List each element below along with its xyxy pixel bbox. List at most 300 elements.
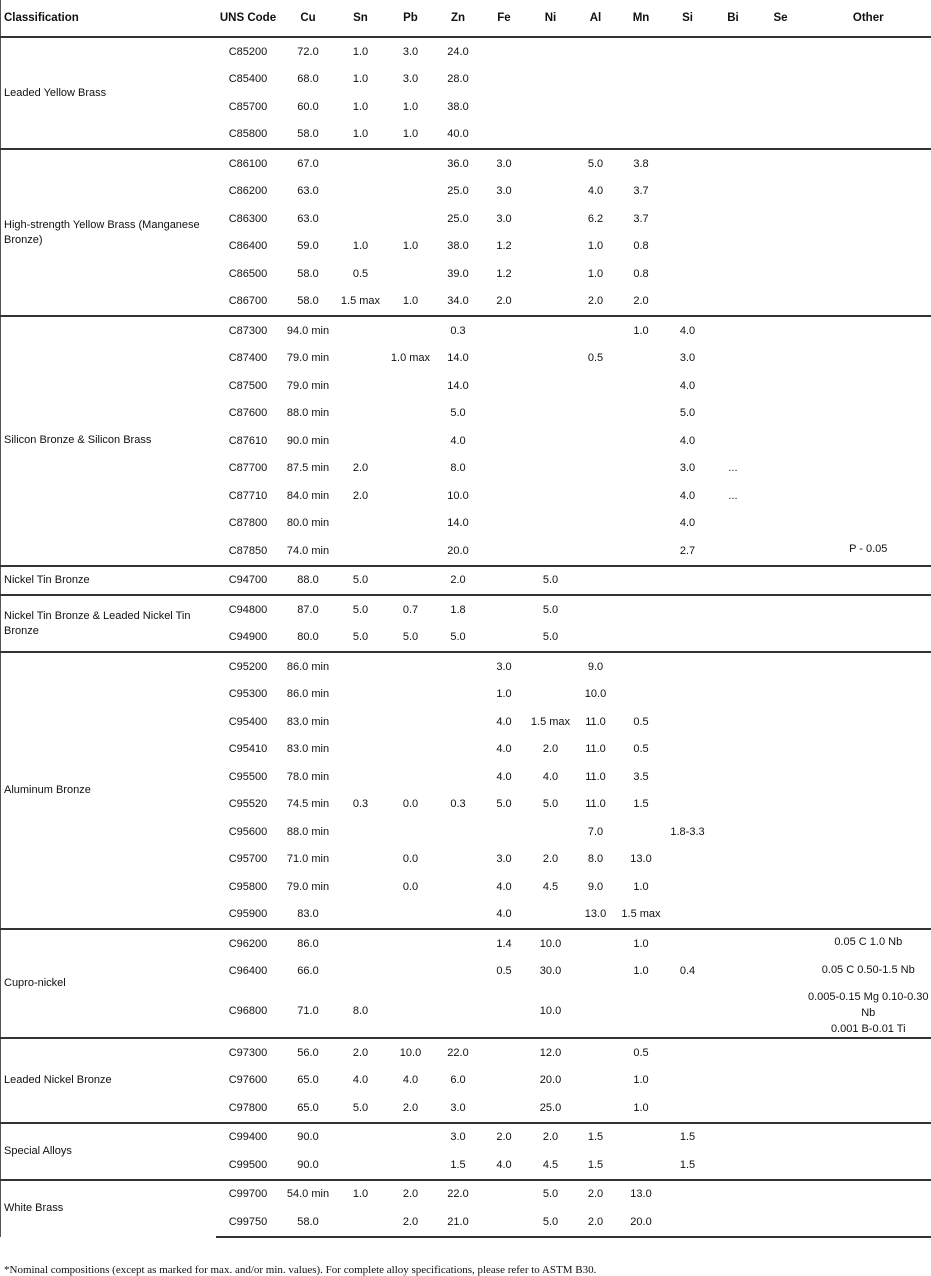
composition-cell-zn: 14.0: [436, 345, 481, 373]
alloy-group: [1, 652, 931, 929]
composition-cell-mn: [618, 681, 665, 709]
composition-cell-sn: 2.0: [336, 482, 386, 510]
composition-cell-pb: [386, 316, 436, 345]
composition-cell-se: [756, 708, 806, 736]
composition-cell-pb: [386, 510, 436, 538]
composition-cell-al: [574, 958, 618, 986]
composition-cell-pb: [386, 763, 436, 791]
composition-cell-si: 3.0: [665, 455, 711, 483]
composition-cell-zn: [436, 681, 481, 709]
composition-cell-fe: 1.2: [481, 260, 528, 288]
uns-code-cell: C94900: [216, 624, 281, 653]
composition-cell-se: [756, 316, 806, 345]
composition-cell-pb: [386, 818, 436, 846]
composition-cell-bi: [711, 372, 756, 400]
composition-cell-al: [574, 93, 618, 121]
composition-cell-pb: 1.0 max: [386, 345, 436, 373]
composition-cell-fe: 5.0: [481, 791, 528, 819]
composition-cell-other: [806, 288, 931, 317]
composition-cell-si: [665, 681, 711, 709]
uns-code-cell: C96400: [216, 958, 281, 986]
composition-cell-sn: [336, 149, 386, 178]
composition-cell-mn: 20.0: [618, 1208, 665, 1237]
uns-code-cell: C95200: [216, 652, 281, 681]
composition-cell-ni: [528, 149, 574, 178]
composition-cell-mn: [618, 1123, 665, 1152]
composition-cell-fe: [481, 537, 528, 566]
uns-code-cell: C95410: [216, 736, 281, 764]
uns-code-cell: C86500: [216, 260, 281, 288]
composition-cell-ni: 2.0: [528, 1123, 574, 1152]
composition-cell-fe: 3.0: [481, 149, 528, 178]
composition-cell-cu: 58.0: [281, 288, 336, 317]
composition-cell-ni: [528, 681, 574, 709]
composition-cell-bi: [711, 345, 756, 373]
composition-cell-zn: 3.0: [436, 1123, 481, 1152]
composition-cell-al: 7.0: [574, 818, 618, 846]
uns-code-cell: C94700: [216, 566, 281, 596]
composition-cell-ni: [528, 400, 574, 428]
composition-cell-se: [756, 93, 806, 121]
composition-cell-ni: [528, 652, 574, 681]
composition-cell-pb: [386, 681, 436, 709]
composition-cell-cu: 78.0 min: [281, 763, 336, 791]
composition-cell-si: [665, 624, 711, 653]
composition-cell-bi: [711, 149, 756, 178]
alloy-group: [1, 316, 931, 566]
composition-cell-bi: [711, 595, 756, 624]
composition-cell-mn: 1.0: [618, 929, 665, 958]
composition-cell-ni: 5.0: [528, 624, 574, 653]
composition-cell-other: [806, 873, 931, 901]
composition-cell-ni: 5.0: [528, 566, 574, 596]
column-header-fe: Fe: [481, 0, 528, 37]
table-row: [1, 316, 931, 345]
composition-cell-zn: 14.0: [436, 372, 481, 400]
composition-cell-mn: [618, 566, 665, 596]
composition-cell-cu: 65.0: [281, 1094, 336, 1123]
composition-cell-bi: [711, 1094, 756, 1123]
composition-cell-pb: [386, 958, 436, 986]
composition-cell-ni: [528, 121, 574, 150]
composition-cell-cu: 63.0: [281, 178, 336, 206]
composition-cell-fe: [481, 66, 528, 94]
composition-cell-bi: [711, 736, 756, 764]
composition-cell-bi: [711, 929, 756, 958]
composition-cell-si: [665, 566, 711, 596]
composition-cell-ni: 10.0: [528, 985, 574, 1038]
composition-cell-sn: [336, 400, 386, 428]
composition-cell-zn: 0.3: [436, 316, 481, 345]
composition-cell-mn: 1.0: [618, 958, 665, 986]
composition-cell-bi: [711, 400, 756, 428]
classification-cell: Leaded Nickel Bronze: [1, 1038, 216, 1123]
composition-cell-sn: 1.0: [336, 121, 386, 150]
composition-cell-sn: [336, 652, 386, 681]
composition-cell-fe: [481, 121, 528, 150]
composition-cell-zn: 14.0: [436, 510, 481, 538]
composition-cell-bi: [711, 1180, 756, 1209]
composition-cell-mn: [618, 652, 665, 681]
composition-cell-cu: 83.0 min: [281, 736, 336, 764]
composition-cell-bi: [711, 427, 756, 455]
uns-code-cell: C95500: [216, 763, 281, 791]
composition-cell-mn: 13.0: [618, 846, 665, 874]
composition-cell-zn: 5.0: [436, 624, 481, 653]
composition-cell-al: 11.0: [574, 791, 618, 819]
alloy-group: [1, 595, 931, 652]
composition-cell-sn: 2.0: [336, 455, 386, 483]
uns-code-cell: C86200: [216, 178, 281, 206]
table-row: [1, 1123, 931, 1152]
uns-code-cell: C86700: [216, 288, 281, 317]
composition-cell-se: [756, 482, 806, 510]
composition-cell-other: [806, 901, 931, 930]
composition-cell-other: 0.05 C 1.0 Nb: [806, 929, 931, 958]
composition-cell-mn: 0.8: [618, 260, 665, 288]
composition-cell-al: [574, 537, 618, 566]
composition-cell-zn: 2.0: [436, 566, 481, 596]
table-row: [1, 37, 931, 66]
composition-cell-bi: ...: [711, 455, 756, 483]
composition-cell-mn: [618, 66, 665, 94]
composition-cell-se: [756, 624, 806, 653]
composition-cell-al: [574, 1094, 618, 1123]
composition-cell-al: 13.0: [574, 901, 618, 930]
composition-cell-bi: [711, 1067, 756, 1095]
uns-code-cell: C94800: [216, 595, 281, 624]
composition-cell-si: [665, 66, 711, 94]
composition-cell-pb: 1.0: [386, 93, 436, 121]
composition-cell-other: [806, 260, 931, 288]
composition-cell-se: [756, 233, 806, 261]
composition-cell-sn: 4.0: [336, 1067, 386, 1095]
composition-cell-cu: 72.0: [281, 37, 336, 66]
composition-cell-zn: [436, 736, 481, 764]
table-header: [1, 0, 931, 37]
uns-code-cell: C85700: [216, 93, 281, 121]
composition-cell-other: [806, 1208, 931, 1237]
composition-cell-zn: [436, 846, 481, 874]
composition-cell-bi: [711, 316, 756, 345]
composition-cell-ni: [528, 93, 574, 121]
composition-cell-other: [806, 482, 931, 510]
composition-cell-sn: [336, 1123, 386, 1152]
composition-cell-se: [756, 400, 806, 428]
composition-cell-sn: [336, 901, 386, 930]
composition-cell-other: [806, 121, 931, 150]
composition-cell-other: [806, 455, 931, 483]
composition-cell-si: [665, 901, 711, 930]
composition-cell-sn: 5.0: [336, 595, 386, 624]
composition-cell-ni: [528, 455, 574, 483]
composition-cell-fe: 4.0: [481, 763, 528, 791]
composition-cell-bi: [711, 178, 756, 206]
composition-cell-other: [806, 791, 931, 819]
column-header-si: Si: [665, 0, 711, 37]
composition-cell-si: [665, 595, 711, 624]
uns-code-cell: C86300: [216, 205, 281, 233]
column-header-zn: Zn: [436, 0, 481, 37]
composition-cell-si: [665, 791, 711, 819]
composition-cell-fe: 3.0: [481, 178, 528, 206]
classification-cell: Nickel Tin Bronze: [1, 566, 216, 596]
composition-cell-sn: [336, 958, 386, 986]
composition-cell-bi: [711, 652, 756, 681]
composition-cell-se: [756, 455, 806, 483]
composition-cell-cu: 79.0 min: [281, 873, 336, 901]
composition-cell-al: [574, 316, 618, 345]
uns-code-cell: C87800: [216, 510, 281, 538]
uns-code-cell: C87500: [216, 372, 281, 400]
composition-cell-bi: [711, 1151, 756, 1180]
column-header-se: Se: [756, 0, 806, 37]
composition-cell-al: [574, 624, 618, 653]
composition-cell-al: 1.5: [574, 1123, 618, 1152]
composition-cell-se: [756, 149, 806, 178]
composition-cell-fe: [481, 427, 528, 455]
composition-cell-mn: 1.0: [618, 873, 665, 901]
composition-cell-sn: 5.0: [336, 624, 386, 653]
composition-cell-fe: [481, 455, 528, 483]
composition-cell-zn: 3.0: [436, 1094, 481, 1123]
composition-cell-sn: 8.0: [336, 985, 386, 1038]
composition-cell-cu: 67.0: [281, 149, 336, 178]
composition-cell-al: [574, 427, 618, 455]
composition-cell-pb: 1.0: [386, 288, 436, 317]
composition-cell-fe: 0.5: [481, 958, 528, 986]
composition-cell-other: [806, 66, 931, 94]
uns-code-cell: C95800: [216, 873, 281, 901]
composition-cell-fe: 1.2: [481, 233, 528, 261]
composition-cell-sn: [336, 427, 386, 455]
composition-cell-ni: [528, 66, 574, 94]
composition-cell-fe: 4.0: [481, 901, 528, 930]
composition-cell-ni: 5.0: [528, 791, 574, 819]
composition-cell-se: [756, 1180, 806, 1209]
composition-cell-ni: [528, 288, 574, 317]
composition-cell-pb: [386, 178, 436, 206]
composition-cell-si: [665, 288, 711, 317]
uns-code-cell: C87400: [216, 345, 281, 373]
composition-cell-ni: [528, 482, 574, 510]
composition-cell-ni: 5.0: [528, 1208, 574, 1237]
composition-cell-cu: 71.0: [281, 985, 336, 1038]
composition-cell-si: [665, 1180, 711, 1209]
composition-cell-other: [806, 372, 931, 400]
composition-cell-si: 3.0: [665, 345, 711, 373]
column-header-other: Other: [806, 0, 931, 37]
composition-cell-si: [665, 1094, 711, 1123]
composition-cell-se: [756, 1067, 806, 1095]
composition-cell-ni: [528, 205, 574, 233]
composition-cell-sn: [336, 846, 386, 874]
composition-cell-se: [756, 537, 806, 566]
composition-cell-se: [756, 818, 806, 846]
composition-cell-al: [574, 595, 618, 624]
composition-cell-al: 6.2: [574, 205, 618, 233]
composition-cell-fe: 1.0: [481, 681, 528, 709]
composition-cell-other: [806, 624, 931, 653]
composition-cell-cu: 88.0 min: [281, 400, 336, 428]
composition-cell-se: [756, 345, 806, 373]
composition-cell-al: 1.0: [574, 233, 618, 261]
composition-cell-al: 1.5: [574, 1151, 618, 1180]
composition-cell-si: [665, 846, 711, 874]
uns-code-cell: C85200: [216, 37, 281, 66]
composition-cell-sn: 1.5 max: [336, 288, 386, 317]
composition-cell-se: [756, 566, 806, 596]
composition-cell-zn: 4.0: [436, 427, 481, 455]
composition-cell-al: [574, 455, 618, 483]
composition-cell-se: [756, 1208, 806, 1237]
uns-code-cell: C95700: [216, 846, 281, 874]
composition-cell-sn: 1.0: [336, 66, 386, 94]
composition-cell-bi: [711, 260, 756, 288]
uns-code-cell: C97300: [216, 1038, 281, 1067]
composition-cell-other: [806, 818, 931, 846]
composition-cell-ni: 1.5 max: [528, 708, 574, 736]
column-header-bi: Bi: [711, 0, 756, 37]
composition-cell-sn: [336, 316, 386, 345]
composition-cell-bi: [711, 846, 756, 874]
composition-cell-si: 0.4: [665, 958, 711, 986]
composition-cell-ni: 5.0: [528, 595, 574, 624]
composition-cell-zn: 0.3: [436, 791, 481, 819]
composition-cell-mn: [618, 455, 665, 483]
composition-cell-pb: 5.0: [386, 624, 436, 653]
composition-cell-al: [574, 566, 618, 596]
composition-cell-sn: 1.0: [336, 37, 386, 66]
composition-cell-ni: [528, 260, 574, 288]
composition-cell-sn: [336, 873, 386, 901]
composition-cell-other: [806, 1123, 931, 1152]
composition-cell-cu: 80.0 min: [281, 510, 336, 538]
composition-cell-cu: 74.5 min: [281, 791, 336, 819]
composition-cell-al: 1.0: [574, 260, 618, 288]
composition-cell-si: 4.0: [665, 482, 711, 510]
uns-code-cell: C86400: [216, 233, 281, 261]
composition-cell-sn: [336, 736, 386, 764]
composition-cell-bi: [711, 37, 756, 66]
composition-cell-si: [665, 205, 711, 233]
composition-cell-cu: 58.0: [281, 1208, 336, 1237]
composition-cell-zn: 1.5: [436, 1151, 481, 1180]
composition-cell-al: [574, 1038, 618, 1067]
composition-cell-other: [806, 846, 931, 874]
composition-cell-zn: [436, 873, 481, 901]
composition-cell-fe: 3.0: [481, 205, 528, 233]
composition-cell-pb: 2.0: [386, 1094, 436, 1123]
composition-cell-bi: [711, 901, 756, 930]
composition-cell-zn: 38.0: [436, 93, 481, 121]
composition-cell-cu: 65.0: [281, 1067, 336, 1095]
composition-cell-zn: [436, 763, 481, 791]
uns-code-cell: C95900: [216, 901, 281, 930]
composition-cell-al: 4.0: [574, 178, 618, 206]
composition-cell-pb: [386, 736, 436, 764]
composition-cell-ni: [528, 316, 574, 345]
composition-cell-se: [756, 1123, 806, 1152]
uns-code-cell: C87700: [216, 455, 281, 483]
uns-code-cell: C95300: [216, 681, 281, 709]
composition-cell-mn: 0.5: [618, 736, 665, 764]
composition-cell-sn: [336, 1151, 386, 1180]
composition-cell-se: [756, 66, 806, 94]
composition-cell-other: [806, 149, 931, 178]
composition-cell-mn: [618, 37, 665, 66]
composition-cell-se: [756, 1151, 806, 1180]
composition-cell-fe: 4.0: [481, 708, 528, 736]
composition-cell-ni: 20.0: [528, 1067, 574, 1095]
composition-cell-se: [756, 652, 806, 681]
composition-cell-ni: 4.0: [528, 763, 574, 791]
composition-cell-se: [756, 372, 806, 400]
composition-cell-pb: [386, 482, 436, 510]
composition-cell-cu: 80.0: [281, 624, 336, 653]
table-row: [1, 595, 931, 624]
composition-cell-other: [806, 708, 931, 736]
composition-cell-other: [806, 316, 931, 345]
composition-cell-si: 1.8-3.3: [665, 818, 711, 846]
classification-cell: Leaded Yellow Brass: [1, 37, 216, 149]
composition-cell-bi: [711, 708, 756, 736]
composition-cell-si: [665, 178, 711, 206]
composition-cell-pb: [386, 708, 436, 736]
table-row: [1, 149, 931, 178]
composition-cell-zn: [436, 985, 481, 1038]
composition-cell-fe: 3.0: [481, 846, 528, 874]
composition-cell-ni: 4.5: [528, 1151, 574, 1180]
composition-cell-pb: 0.0: [386, 791, 436, 819]
composition-cell-zn: 36.0: [436, 149, 481, 178]
composition-cell-fe: [481, 1208, 528, 1237]
composition-cell-ni: 4.5: [528, 873, 574, 901]
alloy-group: [1, 566, 931, 596]
composition-cell-si: [665, 985, 711, 1038]
composition-cell-cu: 90.0 min: [281, 427, 336, 455]
composition-cell-bi: [711, 205, 756, 233]
composition-cell-other: [806, 427, 931, 455]
composition-cell-si: 1.5: [665, 1123, 711, 1152]
composition-cell-ni: 12.0: [528, 1038, 574, 1067]
composition-cell-bi: [711, 1208, 756, 1237]
composition-cell-zn: [436, 958, 481, 986]
composition-cell-bi: [711, 763, 756, 791]
composition-cell-ni: 2.0: [528, 736, 574, 764]
composition-cell-ni: [528, 901, 574, 930]
composition-cell-zn: 28.0: [436, 66, 481, 94]
composition-cell-sn: 2.0: [336, 1038, 386, 1067]
composition-cell-si: 1.5: [665, 1151, 711, 1180]
composition-cell-si: [665, 93, 711, 121]
composition-cell-sn: [336, 345, 386, 373]
composition-cell-other: [806, 595, 931, 624]
composition-cell-fe: [481, 1094, 528, 1123]
alloy-group: [1, 37, 931, 149]
uns-code-cell: C87610: [216, 427, 281, 455]
composition-cell-pb: 1.0: [386, 233, 436, 261]
composition-cell-bi: [711, 1038, 756, 1067]
composition-cell-se: [756, 205, 806, 233]
composition-cell-cu: 88.0: [281, 566, 336, 596]
composition-cell-fe: [481, 1180, 528, 1209]
composition-cell-bi: [711, 985, 756, 1038]
composition-cell-si: [665, 1208, 711, 1237]
composition-cell-pb: [386, 427, 436, 455]
composition-cell-se: [756, 985, 806, 1038]
composition-cell-al: [574, 372, 618, 400]
